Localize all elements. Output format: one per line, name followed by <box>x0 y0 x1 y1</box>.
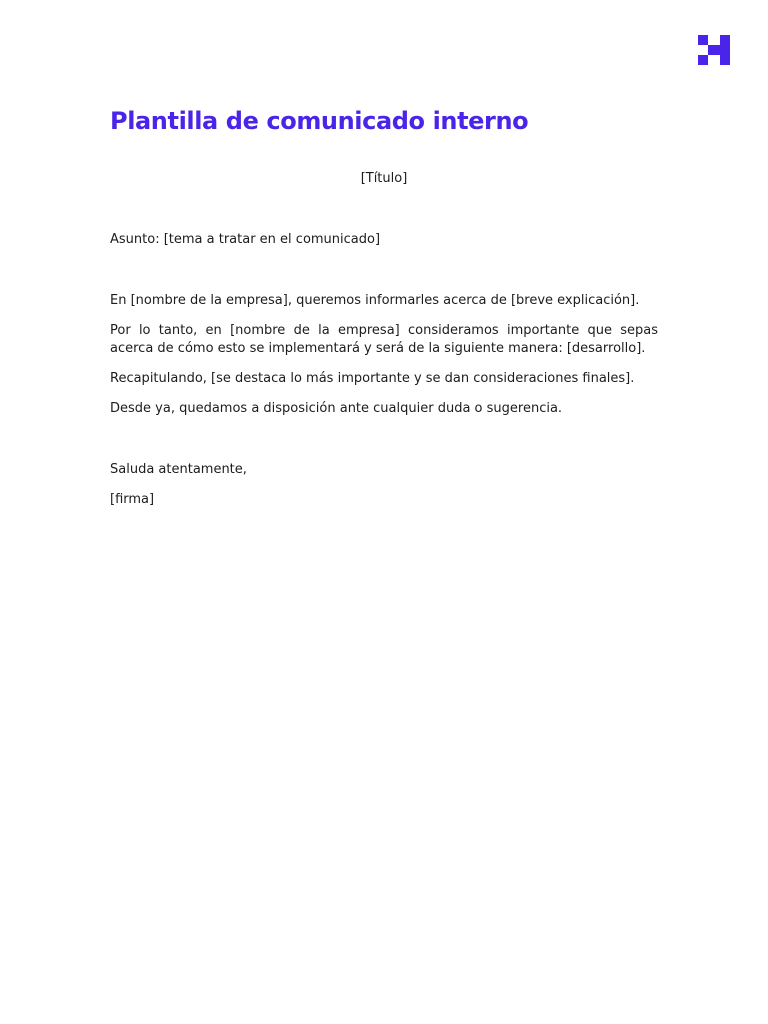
paragraph-3: Recapitulando, [se destaca lo más importante y se dan consideraciones finales]. <box>110 371 635 386</box>
document-body <box>110 170 658 509</box>
closing-line: Saluda atentamente, <box>110 462 247 477</box>
paragraph-2: Por lo tanto, en [nombre de la empresa] consideramos importante que sepas acerca de cómo esto se implementará y será de la siguiente manera: [desarrollo]. <box>110 323 658 356</box>
paragraph-1: En [nombre de la empresa], queremos informarles acerca de [breve explicación]. <box>110 293 640 308</box>
document-subject: Asunto: [tema a tratar en el comunicado] <box>110 232 381 247</box>
document-heading: [Título] <box>360 171 408 186</box>
paragraph-4: Desde ya, quedamos a disposición ante cualquier duda o sugerencia. <box>110 401 563 416</box>
brand-logo-icon <box>698 35 730 65</box>
signature-placeholder: [firma] <box>110 492 155 507</box>
page-title: Plantilla de comunicado interno <box>110 107 529 135</box>
